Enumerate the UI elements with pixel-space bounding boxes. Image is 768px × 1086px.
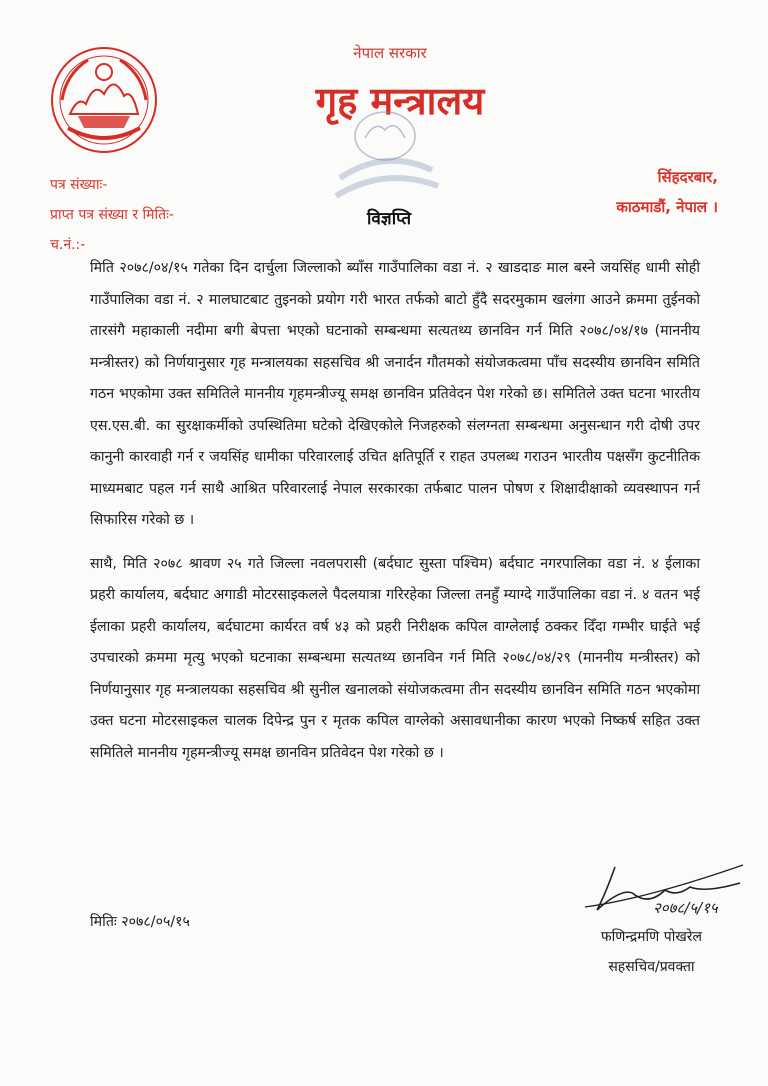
document-date: मितिः २०७८/०५/१५	[90, 914, 190, 930]
document-body	[90, 253, 700, 769]
address-block	[616, 162, 718, 222]
address-city: काठमाडौं, नेपाल ।	[616, 198, 718, 216]
received-letter-label: प्राप्त पत्र संख्या र मितिः-	[50, 207, 174, 223]
document-title: विज्ञप्ति	[366, 209, 412, 229]
ministry-name: गृह मन्त्रालय	[315, 79, 485, 123]
signature-icon	[565, 855, 745, 930]
signer-designation: सहसचिव/प्रवक्ता	[608, 959, 695, 975]
letter-number-label: पत्र संख्याः-	[50, 177, 108, 193]
dispatch-number-label: च.नं.:-	[50, 237, 86, 253]
signer-block	[601, 922, 702, 982]
address-place: सिंहदरबार,	[657, 168, 718, 186]
reference-block	[50, 170, 174, 260]
government-name: नेपाल सरकार	[353, 44, 427, 62]
signer-name: फणिन्द्रमणि पोखरेल	[600, 929, 702, 945]
paragraph-2: साथै, मिति २०७८ श्रावण २५ गते जिल्ला नवलपरासी (बर्दघाट सुस्ता पश्चिम) बर्दघाट नगरपालिका वडा नं. ४ ईलाका प्रहरी कार्यालय, बर्दघाट अगाडी मोटरसाइकलले पैदलयात्रा गरिरहेका जिल्ला तनहुँ म्याग्दे गाउँपालिका वडा नं. ४ वतन भई ईलाका प्रहरी कार्यालय, बर्दघाटमा कार्यरत वर्ष ४३ को प्रहरी निरीक्षक कपिल वाग्लेलाई ठक्कर दिँदा गम्भीर घाईते भई उपचारको क्रममा मृत्यु भएको घटनाका सम्बन्धमा सत्यतथ्य छानविन गर्न मिति २०७८/०४/२९ (माननीय मन्त्रीस्तर) को निर्णयानुसार गृह मन्त्रालयका सहसचिव श्री सुनील खनालको संयोजकत्वमा तीन सदस्यीय छानविन समिति गठन भएकोमा उक्त घटना मोटरसाइकल चालक दिपेन्द्र पुन र मृतक कपिल वाग्लेको असावधानीका कारण भएको निष्कर्ष सहित उक्त समितिले माननीय गृहमन्त्रीज्यू समक्ष छानविन प्रतिवेदन पेश गरेको छ ।	[90, 555, 700, 761]
paragraph-1: मिति २०७८/०४/१५ गतेका दिन दार्चुला जिल्लाको ब्याँस गाउँपालिका वडा नं. २ खाडदाङ माल बस्ने जयसिंह धामी सोही गाउँपालिका वडा नं. २ मालघाटबाट तुइनको प्रयोग गरी भारत तर्फको बाटो हुँदै सदरमुकाम खलंगा आउने क्रममा तुईनको तारसंगै महाकाली नदीमा बगी बेपत्ता भएको घटनाको सम्बन्धमा सत्यतथ्य छानविन गर्न मिति २०७८/०४/१७ (माननीय मन्त्रीस्तर) को निर्णयानुसार गृह मन्त्रालयका सहसचिव श्री जनार्दन गौतमको संयोजकत्वमा पाँच सदस्यीय छानविन समिति गठन भएकोमा उक्त समितिले माननीय गृहमन्त्रीज्यू समक्ष छानविन प्रतिवेदन पेश गरेको छ। समितिले उक्त घटना भारतीय एस.एस.बी. का सुरक्षाकर्मीको उपस्थितिमा घटेको देखिएकोले निजहरुको संलग्नता सम्बन्धमा अनुसन्धान गरी दोषी उपर कानुनी कारवाही गर्न र जयसिंह धामीका परिवारलाई उचित क्षतिपूर्ति र राहत उपलब्ध गराउन भारतीय पक्षसँग कुटनीतिक माध्यमबाट पहल गर्न साथै आश्रित परिवारलाई नेपाल सरकारका तर्फबाट पालन पोषण र शिक्षादीक्षाको व्यवस्थापन गर्न सिफारिस गरेको छ ।	[90, 260, 700, 528]
ministry-seal-stamp-icon	[320, 108, 450, 203]
signature-date: २०७८/५/१५	[653, 899, 718, 917]
nepal-emblem-icon	[48, 44, 160, 156]
